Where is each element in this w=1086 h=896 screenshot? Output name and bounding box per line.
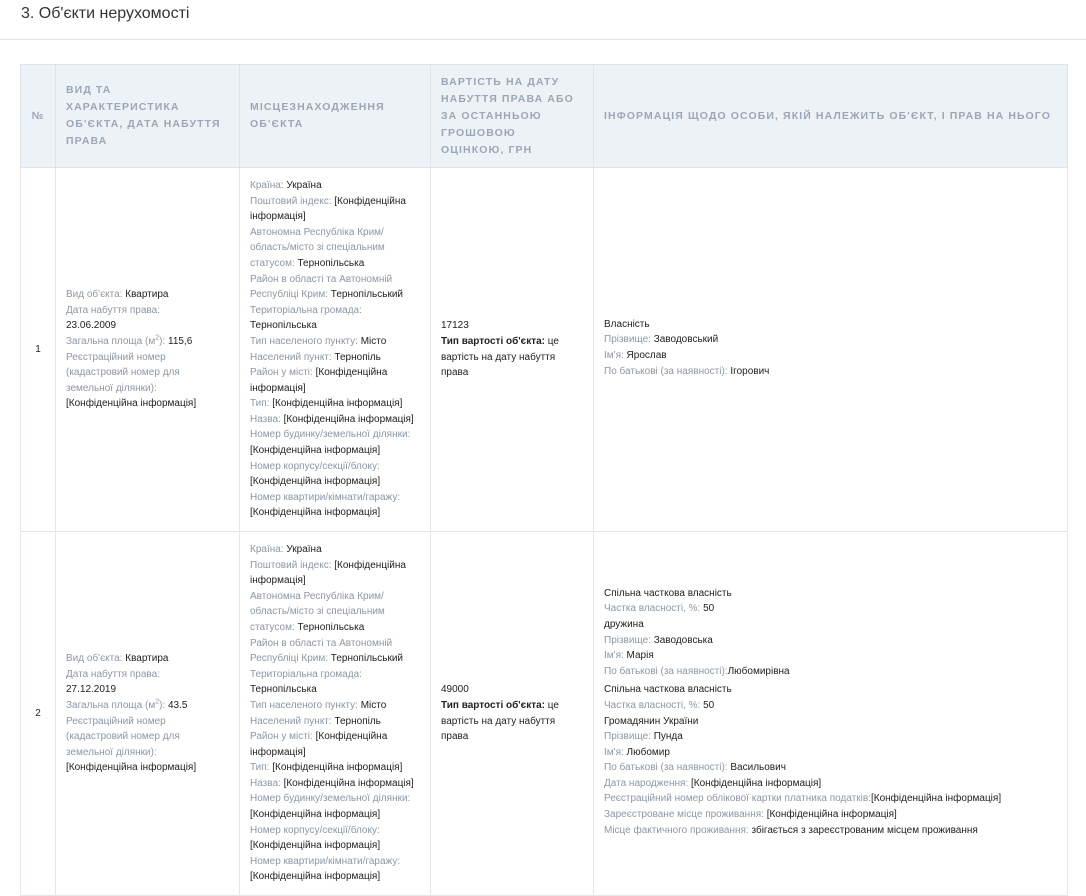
value-type: це вартість на дату набуття права	[441, 699, 559, 743]
object-cell: Вид об'єкта: Квартира Дата набуття права: 27.12.2019 Загальна площа $(м^2)$: 43.5 Реєстраційний номер (кадастровий номер для земельної ділянки): [Конфіденційна інформація]	[56, 532, 240, 896]
acquisition-date: 23.06.2009	[66, 320, 117, 332]
total-area: 115,6	[168, 335, 193, 347]
realty-table	[20, 64, 1068, 896]
owner-cell	[594, 532, 1068, 896]
value-cell: 49000 Тип вартості об'єкта: це вартість на дату набуття права	[431, 532, 594, 896]
cadastral-number: [Конфіденційна інформація]	[66, 762, 197, 774]
location-cell: Країна: Україна Поштовий індекс: [Конфіденційна інформація] Автономна Республіка Крим/ область/місто зі спеціальним статусом: Тернопільська Район в області та Автономній Республіці Крим: Тернопільський Територіальна громада: Тернопільська Тип населеного пункту: Місто Населений пункт: Тернопіль Район у місті: [Конфіденційна інформація] Тип: [Конфіденційна інформація] Назва: [Конфіденційна інформація] Номер будинку/земельної ділянки: [Конфіденційна інформація] Номер корпусу/секції/блоку: [Конфіденційна інформація] Номер квартири/кімнати/гаражу: [Конфіденційна інформація]	[240, 168, 431, 532]
section-divider	[0, 39, 1086, 40]
header-value: ВАРТІСТЬ НА ДАТУ НАБУТТЯ ПРАВА АБО ЗА ОСТАННЬОЮ ГРОШОВОЮ ОЦІНКОЮ, ГРН	[431, 65, 594, 168]
owner-group: Спільна часткова власність Частка власності, %: 50 дружина Прізвище: Заводовська Ім'я: Марія По батькові (за наявності):Любомирівна	[604, 587, 790, 677]
object-cell: Вид об'єкта: Квартира Дата набуття права: 23.06.2009 Загальна площа $(м^2)$: 115,6 Реєстраційний номер (кадастровий номер для земельної ділянки): [Конфіденційна інформація]	[56, 168, 240, 532]
owner-cell	[594, 168, 1068, 532]
row-number: 1	[21, 168, 56, 532]
location-cell: Країна: Україна Поштовий індекс: [Конфіденційна інформація] Автономна Республіка Крим/ область/місто зі спеціальним статусом: Тернопільська Район в області та Автономній Республіці Крим: Тернопільський Територіальна громада: Тернопільська Тип населеного пункту: Місто Населений пункт: Тернопіль Район у місті: [Конфіденційна інформація] Тип: [Конфіденційна інформація] Назва: [Конфіденційна інформація] Номер будинку/земельної ділянки: [Конфіденційна інформація] Номер корпусу/секції/блоку: [Конфіденційна інформація] Номер квартири/кімнати/гаражу: [Конфіденційна інформація]	[240, 532, 431, 896]
header-number: №	[21, 65, 56, 168]
header-object-type: ВИД ТА ХАРАКТЕРИСТИКА ОБ'ЄКТА, ДАТА НАБУТТЯ ПРАВА	[56, 65, 240, 168]
acquisition-date: 27.12.2019	[66, 684, 117, 696]
value-cell: 17123 Тип вартості об'єкта: це вартість на дату набуття права	[431, 168, 594, 532]
table-header-row	[21, 65, 1068, 168]
total-area: 43.5	[168, 699, 188, 711]
header-owner-info: ІНФОРМАЦІЯ ЩОДО ОСОБИ, ЯКІЙ НАЛЕЖИТЬ ОБ'ЄКТ, І ПРАВ НА НЬОГО	[594, 65, 1068, 168]
table-row	[21, 532, 1068, 896]
section-title: 3. Об'єкти нерухомості	[21, 5, 190, 22]
value-amount: 49000	[441, 684, 469, 696]
table-row	[21, 168, 1068, 532]
owner-group: Власність Прізвище: Заводовський Ім'я: Ярослав По батькові (за наявності): Ігорович	[604, 318, 770, 377]
owner-group: Спільна часткова власність Частка власності, %: 50 Громадянин України Прізвище: Пунда Ім'я: Любомир По батькові (за наявності): Васильович Дата народження: [Конфіденційна інформація] Реєстраційний номер облікової картки платника податків:[Конфіденційна інформація] Зареєстроване місце проживання: [Конфіденційна інформація] Місце фактичного проживання: збігається з зареєстрованим місцем проживання	[604, 684, 1002, 836]
value-type: це вартість на дату набуття права	[441, 335, 559, 379]
header-location: МІСЦЕЗНАХОДЖЕННЯ ОБ'ЄКТА	[240, 65, 431, 168]
row-number: 2	[21, 532, 56, 896]
object-type: Квартира	[125, 289, 169, 301]
object-type: Квартира	[125, 653, 169, 665]
value-amount: 17123	[441, 320, 469, 332]
cadastral-number: [Конфіденційна інформація]	[66, 398, 197, 410]
